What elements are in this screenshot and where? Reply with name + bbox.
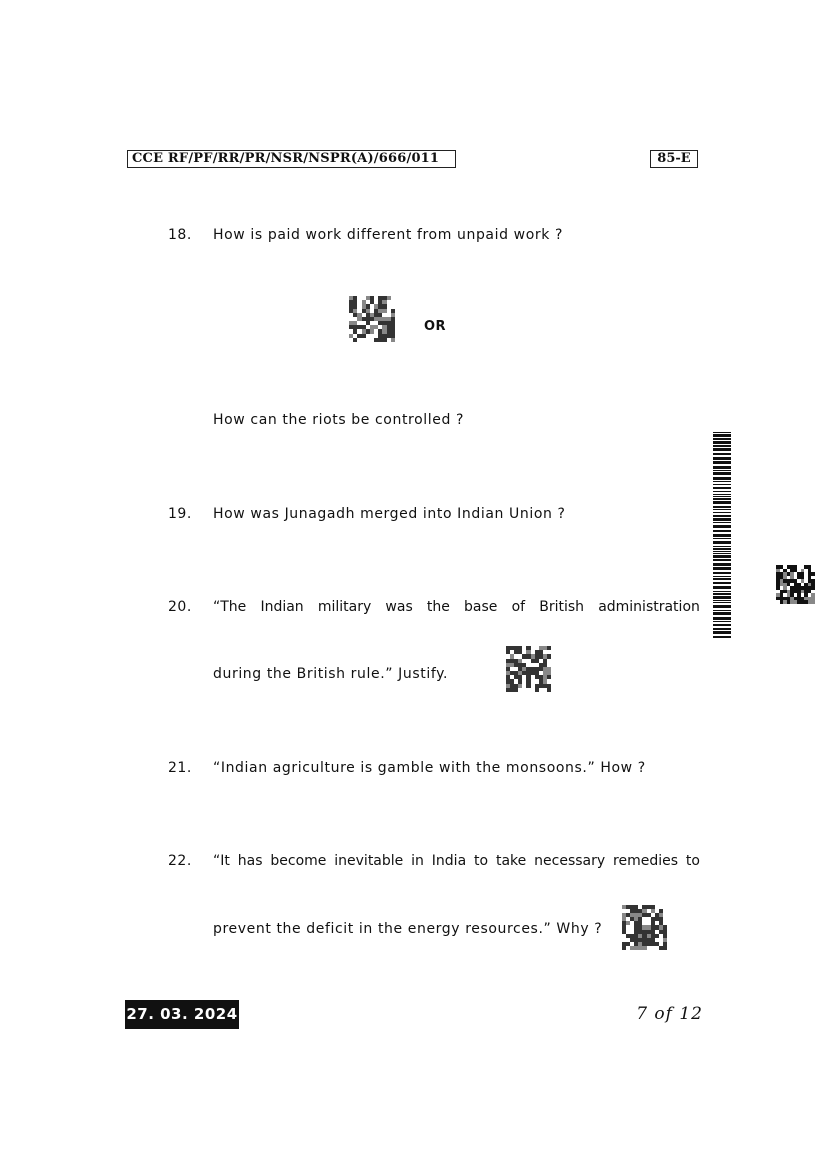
question-text-18: How is paid work different from unpaid work ?: [213, 227, 563, 243]
question-text-22-line2: prevent the deficit in the energy resources.” Why ?: [213, 921, 603, 937]
qr-code-icon: [622, 905, 667, 950]
question-text-22-line1: “It has become inevitable in India to take necessary remedies to: [213, 853, 700, 869]
question-number-19: 19.: [168, 506, 192, 522]
header-subject-box: 85-E: [650, 150, 698, 168]
question-text-19: How was Junagadh merged into Indian Union ?: [213, 506, 566, 522]
header-code-box: CCE RF/PF/RR/PR/NSR/NSPR(A)/666/011: [127, 150, 456, 168]
question-text-20-line2: during the British rule.” Justify.: [213, 666, 449, 682]
question-number-18: 18.: [168, 227, 192, 243]
question-number-21: 21.: [168, 760, 192, 776]
question-number-22: 22.: [168, 853, 192, 869]
exam-date-badge: 27. 03. 2024: [125, 1000, 239, 1029]
question-alt-text-18: How can the riots be controlled ?: [213, 412, 465, 428]
side-qr-code-icon: [776, 565, 815, 604]
page-number: 7 of 12: [636, 1004, 703, 1024]
barcode-icon: [713, 432, 731, 638]
question-text-21: “Indian agriculture is gamble with the monsoons.” How ?: [213, 760, 646, 776]
question-number-20: 20.: [168, 599, 192, 615]
or-label: OR: [424, 319, 447, 334]
qr-code-icon: [506, 646, 551, 692]
question-text-20-line1: “The Indian military was the base of British administration: [213, 599, 700, 615]
qr-code-icon: [349, 296, 395, 342]
